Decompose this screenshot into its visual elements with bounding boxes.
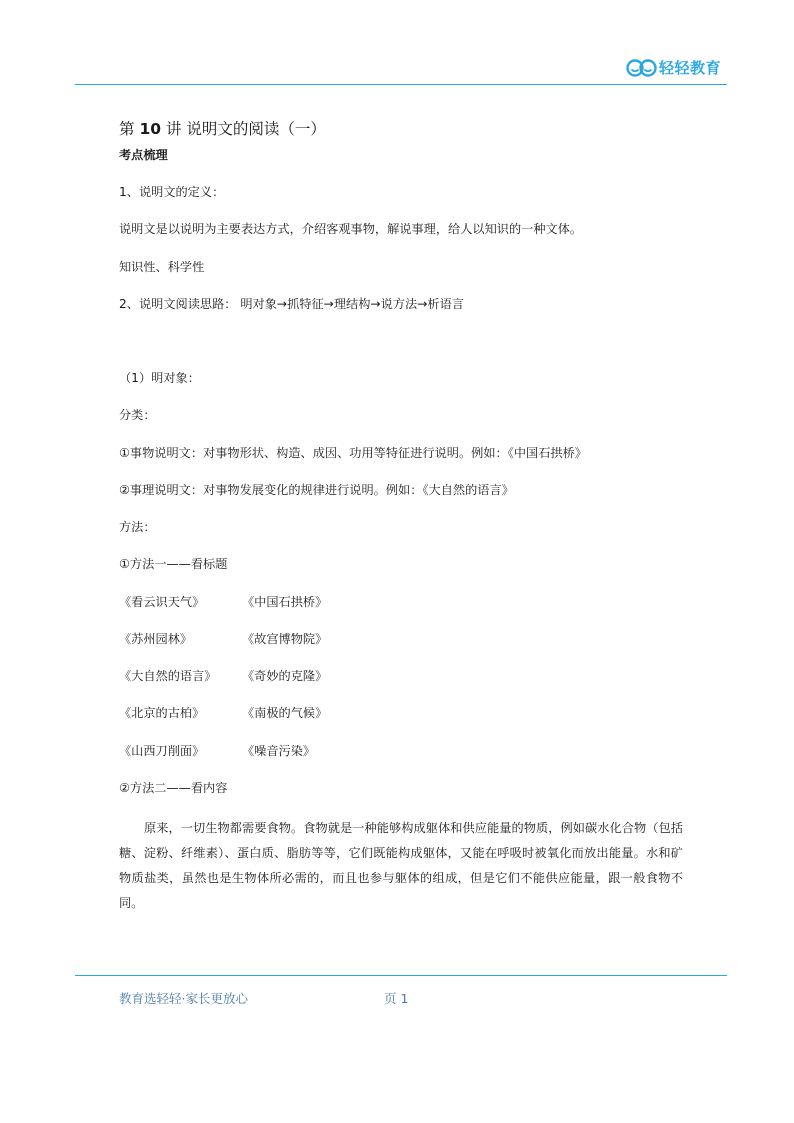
method-heading: 方法：: [119, 520, 156, 534]
object-heading: （1）明对象：: [119, 371, 200, 385]
footer-divider: [75, 975, 727, 976]
title-left: 《苏州园林》: [119, 632, 193, 646]
title-right: 《中国石拱桥》: [242, 595, 328, 609]
title-pair-row: [119, 594, 328, 610]
title-right: 《噪音污染》: [242, 744, 316, 758]
logo-text: 轻轻教育: [659, 59, 722, 77]
header-divider: [75, 84, 727, 85]
traits-text: 知识性、科学性: [119, 260, 205, 274]
page-number: 页 1: [384, 991, 409, 1006]
title-pair-row: [119, 743, 316, 759]
title-right: 《故宫博物院》: [242, 632, 328, 646]
reading-path-text: 2、说明文阅读思路： 明对象→抓特征→理结构→说方法→析语言: [119, 297, 464, 311]
lesson-title: 第 10 讲 说明文的阅读（一）: [119, 120, 326, 138]
example-paragraph: 原来，一切生物都需要食物。食物就是一种能够构成躯体和供应能量的物质，例如碳水化合物（包括糖、淀粉、纤维素）、蛋白质、脂肪等等，它们既能构成躯体，又能在呼吸时被氧化而放出能量。水和矿物质盐类，虽然也是生物体所必需的，而且也参与躯体的组成，但是它们不能供应能量，跟一般食物不同。: [119, 821, 683, 910]
brand-logo: [626, 56, 721, 80]
method-one-text: ①方法一——看标题: [119, 557, 228, 571]
title-left: 《北京的古柏》: [119, 706, 205, 720]
footer-slogan: 教育选轻轻·家长更放心: [119, 991, 248, 1006]
thing-expository-text: ①事物说明文：对事物形状、构造、成因、功用等特征进行说明。例如：《中国石拱桥》: [119, 446, 587, 460]
reason-expository-text: ②事理说明文：对事物发展变化的规律进行说明。例如：《大自然的语言》: [119, 483, 514, 497]
definition-heading: 1、说明文的定义：: [119, 185, 225, 199]
section-heading: 考点梳理: [119, 148, 168, 162]
title-pair-row: [119, 668, 328, 684]
title-left: 《山西刀削面》: [119, 744, 205, 758]
method-two-text: ②方法二——看内容: [119, 781, 228, 795]
smiley-logo-icon: [626, 57, 658, 79]
title-right: 《奇妙的克隆》: [242, 669, 328, 683]
title-left: 《大自然的语言》: [119, 669, 217, 683]
title-pair-row: [119, 705, 328, 721]
title-right: 《南极的气候》: [242, 706, 328, 720]
title-left: 《看云识天气》: [119, 595, 205, 609]
category-heading: 分类：: [119, 408, 156, 422]
definition-text: 说明文是以说明为主要表达方式，介绍客观事物，解说事理，给人以知识的一种文体。: [119, 222, 583, 236]
title-pair-row: [119, 631, 328, 647]
